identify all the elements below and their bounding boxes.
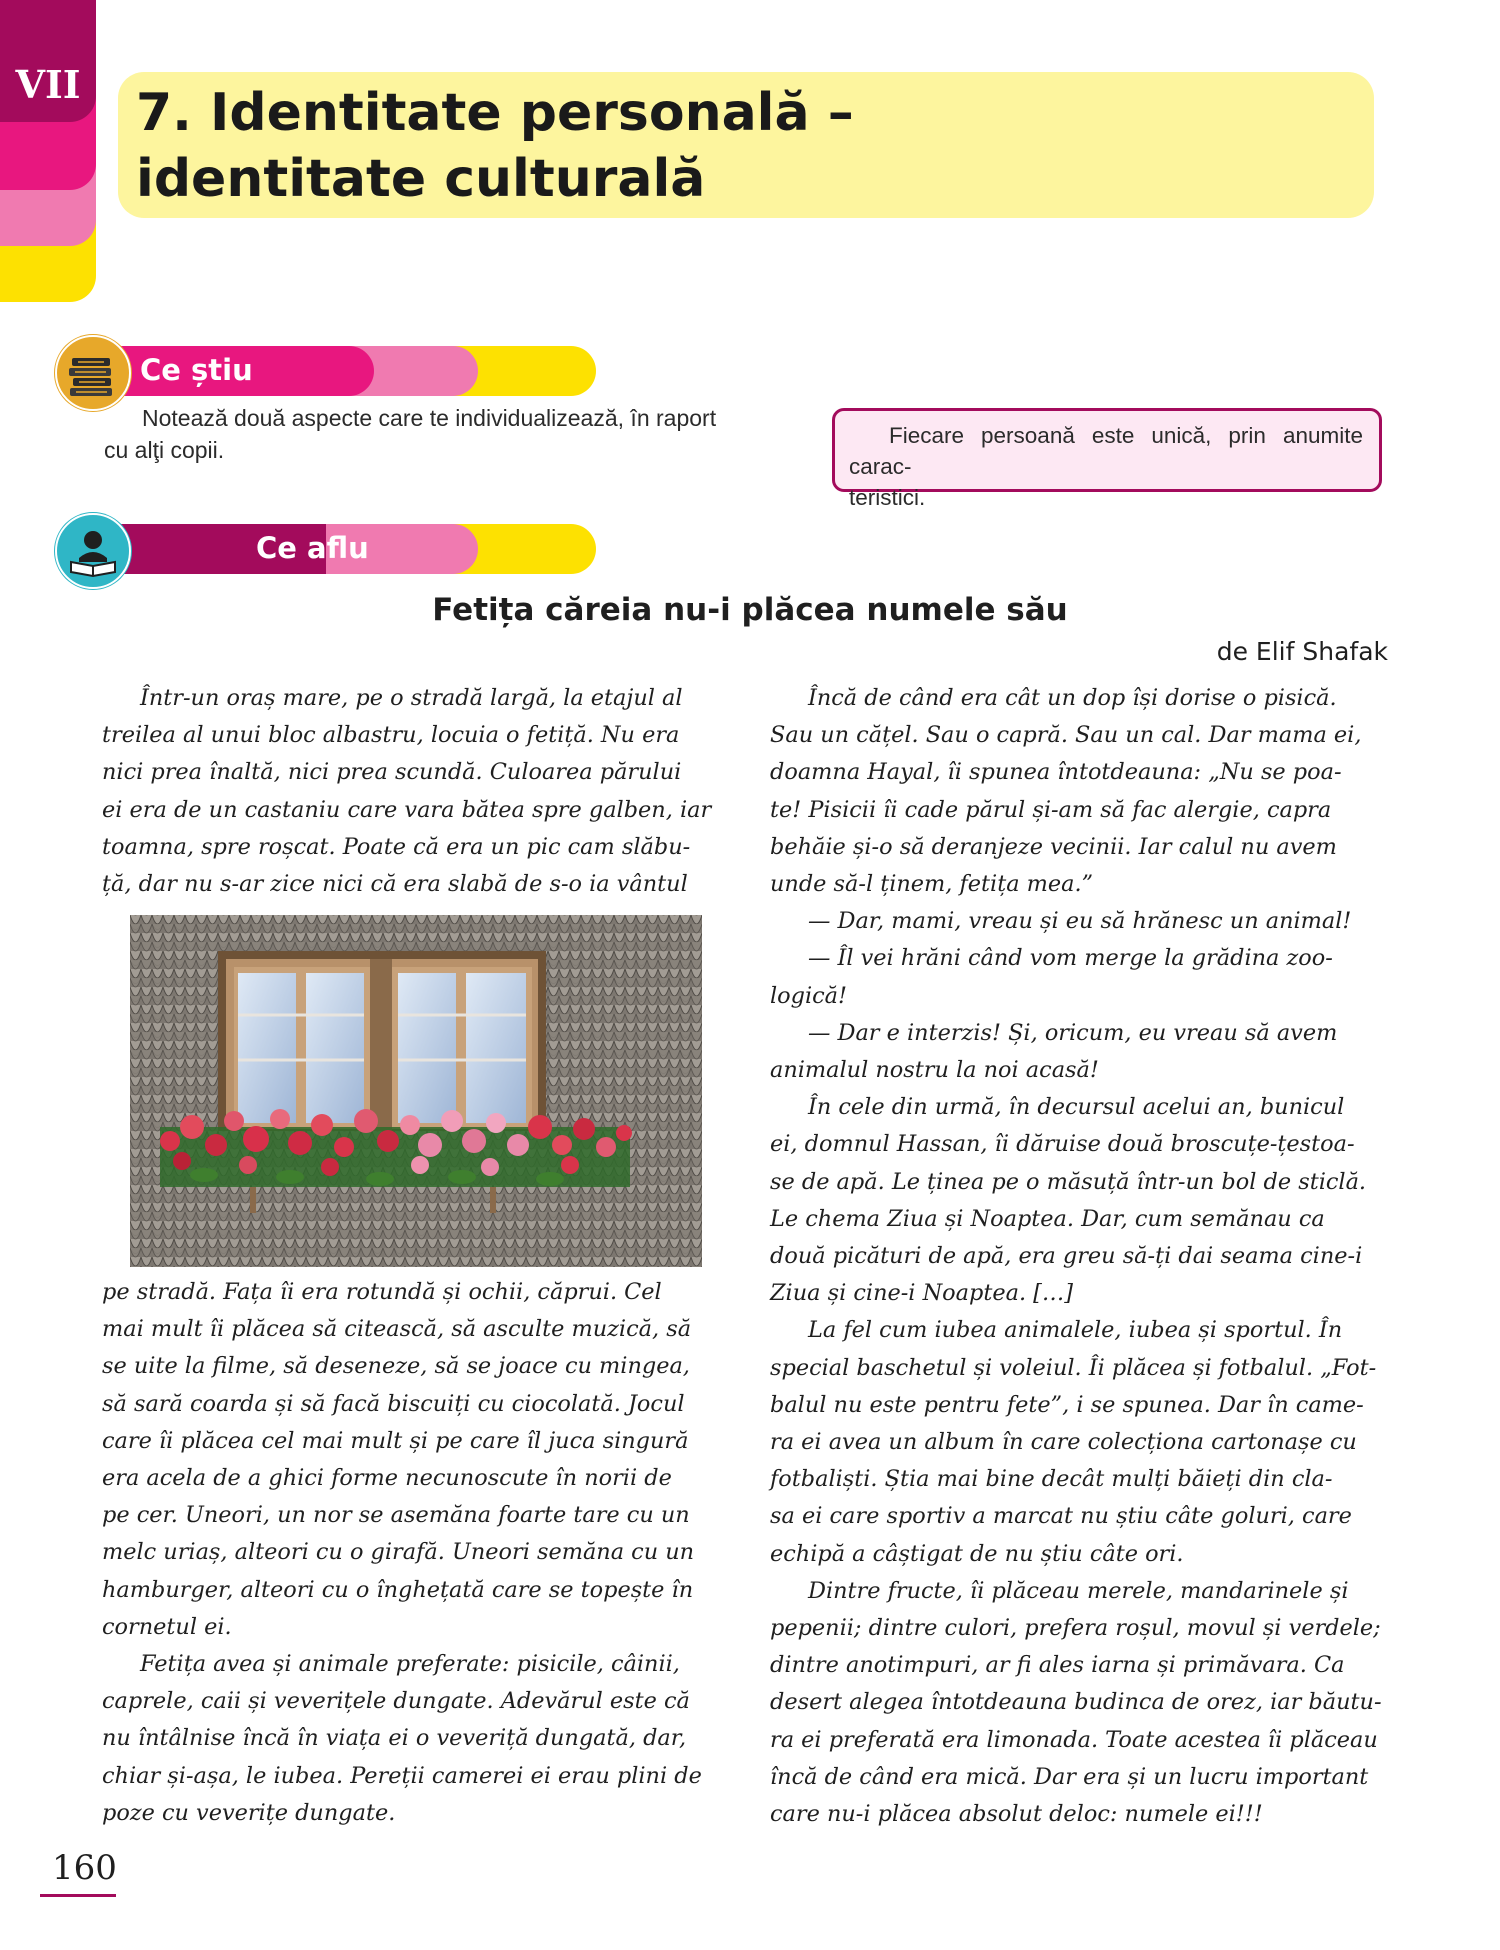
ce-stiu-instruction: Notează două aspecte care te individualizează, în raport cu alţi copii. <box>104 405 717 463</box>
ce-aflu-label: Ce aflu <box>256 531 369 565</box>
story-title: Fetița căreia nu-i plăcea numele său <box>432 592 1068 628</box>
books-icon <box>54 334 132 412</box>
page-title <box>136 80 1336 212</box>
paragraph: Dintre fructe, îi plăceau merele, mandarinele și pepenii; dintre culori, prefera roșul, movul și verdele; dintre anotimpuri, ar fi ales iarna și primăvara. Ca desert alegea întotdeauna budinca de orez, iar băutu- ra ei preferată era limonada. Toate acestea îi plăceau încă de când era mică. Dar era și un lucru important care nu-i plăcea absolut deloc: numele ei!!! <box>770 1577 1382 1828</box>
chapter-label: VII <box>15 62 81 107</box>
window-flowers-photo <box>130 915 702 1267</box>
ce-stiu-banner <box>96 346 596 396</box>
story-author: de Elif Shafak <box>1216 637 1388 666</box>
paragraph: La fel cum iubea animalele, iubea și sportul. În special baschetul și voleiul. Îi plăcea și fotbalul. „Fot- balul nu este pentru fete”, i se spunea. Dar în came- ra ei avea un album în care colecționa cartonașe cu fotbaliști. Știa mai bine decât mulți băieți din cla- sa ei care sportiv a marcat nu știu câte goluri, care echipă a câștigat de nu știu câte ori. <box>770 1317 1377 1567</box>
paragraph: Într-un oraș mare, pe o stradă largă, la etajul al treilea al unui bloc albastru, locuia o fetiță. Nu era nici prea înaltă, nici prea scundă. Culoarea părului ei era de un castaniu care vara bătea spre galben, iar toamna, spre roșcat. Poate că era un pic cam slăbu- ță, dar nu s-ar zice nici că era slabă de s-o ia vântul <box>102 685 712 898</box>
title-line-2: identitate culturală <box>136 149 706 209</box>
reader-icon <box>54 512 132 590</box>
paragraph: Fetița avea și animale preferate: pisicile, câinii, caprele, caii și veverițele dungate. Adevărul este că nu întâlnise încă în viața ei o veveriță dungată, dar, chiar și-așa, le iubea. Pereții camerei ei erau plini de poze cu veverițe dungate. <box>102 1651 702 1826</box>
paragraph: În cele din urmă, în decursul acelui an, bunicul ei, domnul Hassan, îi dăruise două broscuțe-țestoa- se de apă. Le ținea pe o măsuță într-un bol de sticlă. Le chema Ziua și Noaptea. Dar, cum semănau ca două picături de apă, era greu să-ți dai seama cine-i Ziua și cine-i Noaptea. […] <box>770 1094 1367 1307</box>
ce-aflu-banner <box>96 524 596 574</box>
page-number: 160 <box>52 1848 117 1888</box>
dialogue-line: — Dar e interzis! Și, oricum, eu vreau să avem animalul nostru la noi acasă! <box>770 1019 1338 1084</box>
column-1-bottom <box>102 1274 728 1832</box>
paragraph: Încă de când era cât un dop își dorise o pisică. Sau un cățel. Sau o capră. Sau un cal. Dar mama ei, doamna Hayal, îi spunea întotdeauna: „Nu se poa- te! Pisicii îi cade părul și-am să fac alergie, capra behăie și-o să deranjeze vecinii. Iar calul nu avem unde să-l ținem, fetița mea.” <box>770 685 1362 898</box>
ce-stiu-label: Ce știu <box>140 353 253 387</box>
dialogue-line: — Îl vei hrăni când vom merge la grădina zoo- logică! <box>770 945 1333 1009</box>
paragraph: pe stradă. Fața îi era rotundă și ochii, căprui. Cel mai mult îi plăcea să citească, să asculte muzică, să se uite la filme, să deseneze, să se joace cu mingea, să sară coarda și să facă biscuiți cu ciocolată. Jocul care îi plăcea cel mai mult și pe care îl juca singură era acela de a ghici forme necunoscute în norii de pe cer. Uneori, un nor se asemăna foarte tare cu un melc uriaș, alteori cu o girafă. Uneori semăna cu un hamburger, alteori cu o înghețată care se topește în cornetul ei. <box>102 1279 695 1640</box>
title-line-1: 7. Identitate personală – <box>136 83 854 143</box>
info-note-box: Fiecare persoană este unică, prin anumite carac- teristici. <box>832 408 1382 492</box>
column-2 <box>770 680 1388 1833</box>
page-number-underline <box>40 1894 116 1897</box>
dialogue-line: — Dar, mami, vreau și eu să hrănesc un animal! <box>808 908 1352 935</box>
column-1-top <box>102 680 728 903</box>
